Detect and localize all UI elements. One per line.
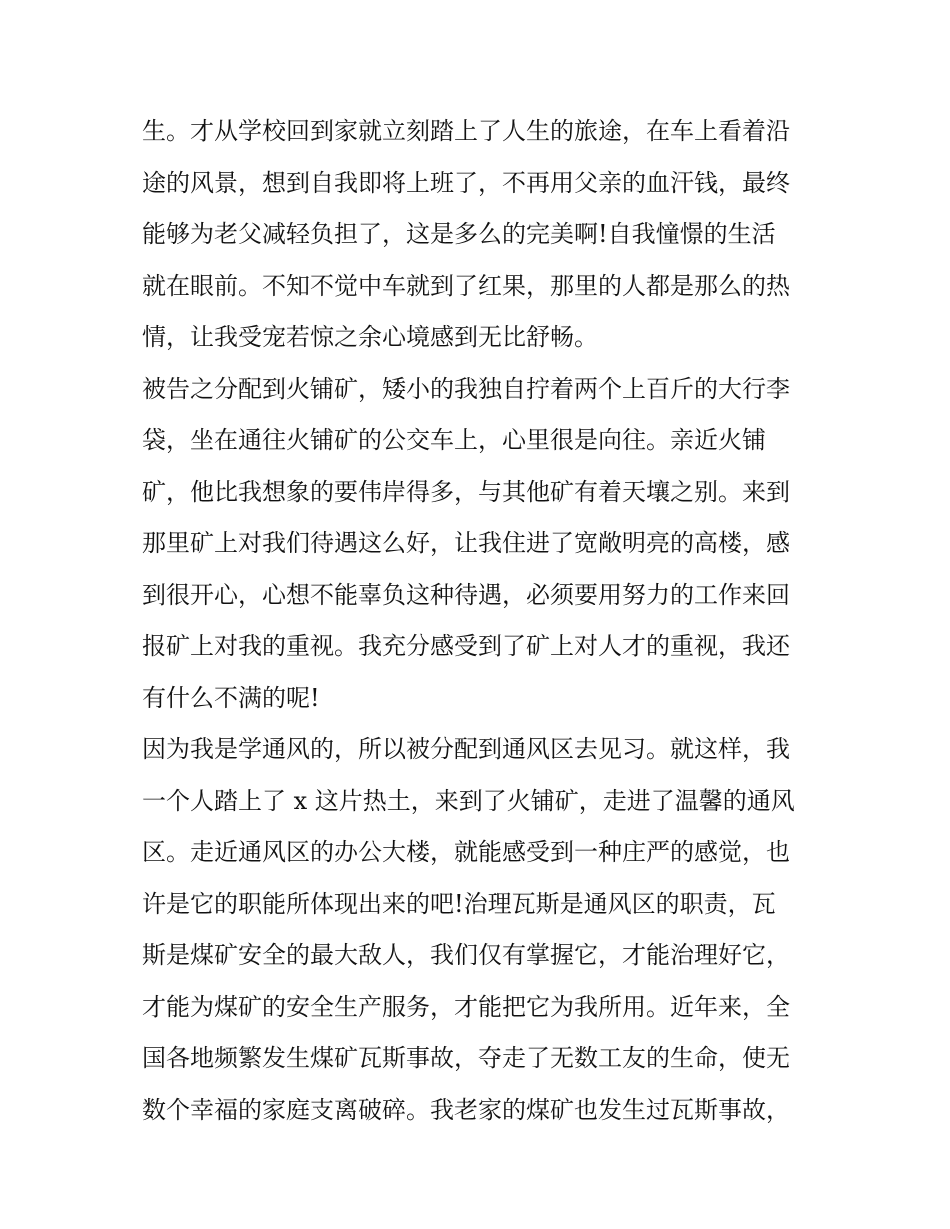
paragraph-1 (142, 106, 822, 364)
text-line: 斯是煤矿安全的最大敌人，我们仅有掌握它，才能治理好它， (142, 941, 790, 969)
text-line: 许是它的职能所体现出来的吧!治理瓦斯是通风区的职责，瓦 (142, 889, 776, 918)
text-line: 数个幸福的家庭支离破碎。我老家的煤矿也发生过瓦斯事故， (142, 1095, 790, 1124)
paragraph-3 (142, 724, 822, 1136)
text-line: 能够为老父减轻负担了，这是多么的完美啊!自我憧憬的生活 (142, 220, 776, 248)
paragraph-2 (142, 364, 822, 725)
text-line: 就在眼前。不知不觉中车就到了红果，那里的人都是那么的热 (142, 271, 790, 300)
text-line: 矿，他比我想象的要伟岸得多，与其他矿有着天壤之别。来到 (142, 477, 790, 506)
text-line: 区。走近通风区的办公大楼，就能感受到一种庄严的感觉，也 (142, 838, 790, 866)
text-line: 被告之分配到火铺矿，矮小的我独自拧着两个上百斤的大行李 (142, 374, 790, 403)
text-line: 情，让我受宠若惊之余心境感到无比舒畅。 (142, 323, 598, 351)
text-line: 到很开心，心想不能辜负这种待遇，必须要用努力的工作来回 (142, 580, 790, 609)
text-line: 才能为煤矿的安全生产服务，才能把它为我所用。近年来，全 (142, 992, 790, 1021)
text-line: 报矿上对我的重视。我充分感受到了矿上对人才的重视，我还 (142, 632, 790, 660)
text-line: 途的风景，想到自我即将上班了，不再用父亲的血汗钱，最终 (142, 168, 790, 197)
text-line: 因为我是学通风的，所以被分配到通风区去见习。就这样，我 (142, 735, 790, 763)
text-line: 有什么不满的呢! (142, 683, 320, 712)
text-line: 国各地频繁发生煤矿瓦斯事故，夺走了无数工友的生命，使无 (142, 1044, 790, 1072)
text-line: 袋，坐在通往火铺矿的公交车上，心里很是向往。亲近火铺 (142, 426, 766, 454)
text-line: 一个人踏上了 x 这片热土，来到了火铺矿，走进了温馨的通风 (142, 786, 795, 815)
text-line: 生。才从学校回到家就立刻踏上了人生的旅途，在车上看着沿 (142, 117, 790, 145)
document-body (142, 106, 822, 1136)
text-line: 那里矿上对我们待遇这么好，让我住进了宽敞明亮的高楼，感 (142, 529, 790, 557)
